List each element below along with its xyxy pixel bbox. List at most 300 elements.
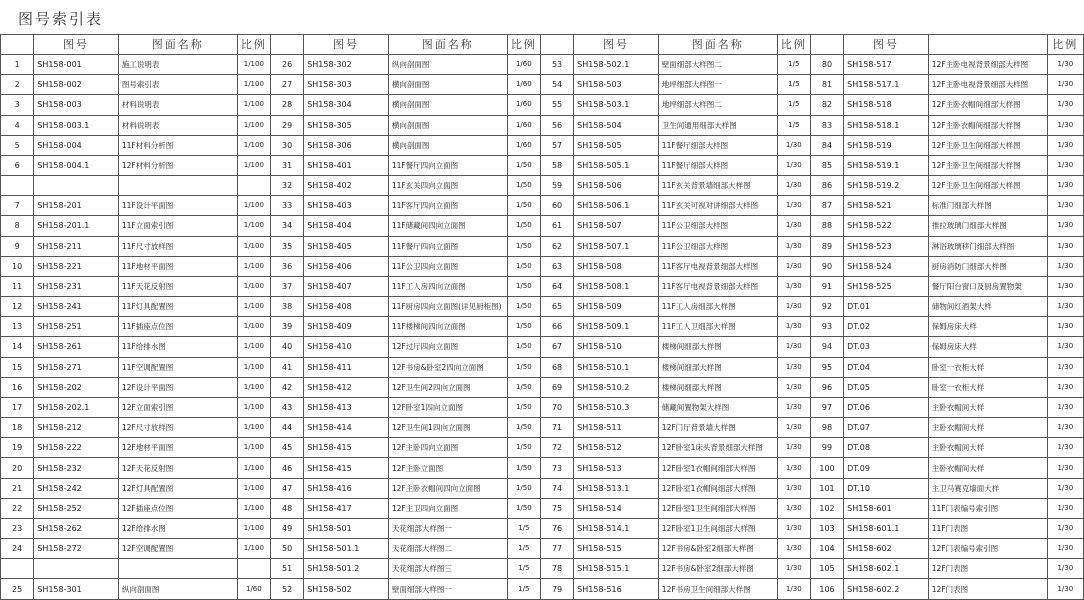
- drawing-code: DT.05: [844, 377, 929, 397]
- drawing-scale: 1/5: [777, 95, 810, 115]
- drawing-name: 11F设计平面图: [118, 196, 237, 216]
- drawing-code: SH158-521: [844, 196, 929, 216]
- row-number: 40: [270, 337, 303, 357]
- drawing-code: SH158-415: [304, 438, 389, 458]
- drawing-scale: 1/100: [237, 55, 270, 75]
- drawing-code: SH158-510.3: [574, 397, 659, 417]
- row-number: 56: [540, 115, 573, 135]
- drawing-code: SH158-518.1: [844, 115, 929, 135]
- drawing-name: 施工说明表: [118, 55, 237, 75]
- drawing-code: SH158-002: [34, 75, 119, 95]
- drawing-code: SH158-601: [844, 498, 929, 518]
- drawing-name: 11F工人房四向立面图: [388, 276, 507, 296]
- row-number: 2: [1, 75, 34, 95]
- row-number: 86: [810, 176, 843, 196]
- drawing-name: 12F主卧立面图: [388, 458, 507, 478]
- drawing-code: SH158-522: [844, 216, 929, 236]
- drawing-code: SH158-406: [304, 256, 389, 276]
- drawing-scale: 1/30: [1047, 518, 1083, 538]
- drawing-scale: 1/30: [777, 236, 810, 256]
- row-number: 66: [540, 317, 573, 337]
- drawing-name: 11F玄关背景墙细部大样图: [658, 176, 777, 196]
- drawing-scale: 1/30: [1047, 236, 1083, 256]
- drawing-scale: 1/30: [777, 397, 810, 417]
- drawing-code: SH158-514: [574, 498, 659, 518]
- drawing-scale: 1/30: [1047, 176, 1083, 196]
- row-number: 51: [270, 559, 303, 579]
- row-number: 96: [810, 377, 843, 397]
- row-number: 76: [540, 518, 573, 538]
- drawing-code: SH158-004: [34, 135, 119, 155]
- drawing-scale: 1/5: [777, 115, 810, 135]
- drawing-name: 卧室一衣柜大样: [928, 377, 1047, 397]
- table-row: [1, 256, 1084, 276]
- drawing-code: SH158-405: [304, 236, 389, 256]
- drawing-code: SH158-601.1: [844, 518, 929, 538]
- drawing-code: SH158-408: [304, 297, 389, 317]
- table-row: [1, 276, 1084, 296]
- header-drawing-name: 图面名称: [118, 35, 237, 55]
- drawing-name: 11F灯具配置图: [118, 297, 237, 317]
- drawing-code: SH158-407: [304, 276, 389, 296]
- header-no: [540, 35, 573, 55]
- drawing-code: SH158-501.2: [304, 559, 389, 579]
- header-code: 图号: [304, 35, 389, 55]
- row-number: 3: [1, 95, 34, 115]
- drawing-name: 12F卧室1衣帽间细部大样图: [658, 478, 777, 498]
- drawing-code: DT.03: [844, 337, 929, 357]
- drawing-scale: 1/100: [237, 377, 270, 397]
- drawing-scale: 1/100: [237, 478, 270, 498]
- drawing-name: 12F卧室1四向立面图: [388, 397, 507, 417]
- drawing-name: 11F公卫细部大样图: [658, 216, 777, 236]
- drawing-code: SH158-506.1: [574, 196, 659, 216]
- table-row: [1, 357, 1084, 377]
- drawing-code: SH158-303: [304, 75, 389, 95]
- row-number: 52: [270, 579, 303, 600]
- drawing-scale: 1/100: [237, 337, 270, 357]
- drawing-scale: 1/100: [237, 155, 270, 175]
- row-number: 11: [1, 276, 34, 296]
- drawing-scale: 1/60: [507, 115, 540, 135]
- row-number: 71: [540, 418, 573, 438]
- row-number: [1, 559, 34, 579]
- drawing-index-table: [0, 34, 1084, 600]
- drawing-code: SH158-003: [34, 95, 119, 115]
- drawing-name: 推拉玻璃门细部大样图: [928, 216, 1047, 236]
- drawing-code: SH158-509.1: [574, 317, 659, 337]
- drawing-scale: 1/30: [777, 458, 810, 478]
- row-number: 13: [1, 317, 34, 337]
- row-number: 78: [540, 559, 573, 579]
- drawing-name: 标准门细部大样图: [928, 196, 1047, 216]
- drawing-name: 11F楼梯间四向立面图: [388, 317, 507, 337]
- drawing-code: DT.10: [844, 478, 929, 498]
- drawing-scale: 1/30: [1047, 55, 1083, 75]
- row-number: 106: [810, 579, 843, 600]
- row-number: 15: [1, 357, 34, 377]
- row-number: 62: [540, 236, 573, 256]
- row-number: 105: [810, 559, 843, 579]
- drawing-name: 12F立面索引图: [118, 397, 237, 417]
- row-number: 10: [1, 256, 34, 276]
- drawing-scale: 1/30: [1047, 297, 1083, 317]
- drawing-scale: 1/50: [507, 236, 540, 256]
- header-code: 图号: [34, 35, 119, 55]
- drawing-code: SH158-523: [844, 236, 929, 256]
- row-number: 93: [810, 317, 843, 337]
- drawing-name: 储物间红酒架大样: [928, 297, 1047, 317]
- drawing-code: SH158-509: [574, 297, 659, 317]
- drawing-scale: 1/30: [777, 256, 810, 276]
- table-row: [1, 458, 1084, 478]
- row-number: 85: [810, 155, 843, 175]
- row-number: 4: [1, 115, 34, 135]
- drawing-scale: 1/30: [1047, 196, 1083, 216]
- drawing-scale: 1/30: [777, 196, 810, 216]
- row-number: 59: [540, 176, 573, 196]
- drawing-name: 12F书房&卧室2四向立面图: [388, 357, 507, 377]
- row-number: 92: [810, 297, 843, 317]
- drawing-code: SH158-202: [34, 377, 119, 397]
- drawing-name: 12F书房卫生间细部大样图: [658, 579, 777, 600]
- drawing-code: SH158-251: [34, 317, 119, 337]
- drawing-name: 主卧衣帽间大样: [928, 458, 1047, 478]
- drawing-code: SH158-221: [34, 256, 119, 276]
- drawing-code: SH158-508.1: [574, 276, 659, 296]
- drawing-code: SH158-502.1: [574, 55, 659, 75]
- drawing-scale: 1/30: [1047, 317, 1083, 337]
- drawing-code: SH158-252: [34, 498, 119, 518]
- drawing-scale: 1/30: [1047, 418, 1083, 438]
- drawing-scale: 1/100: [237, 397, 270, 417]
- drawing-code: [34, 176, 119, 196]
- drawing-scale: 1/5: [777, 75, 810, 95]
- table-row: [1, 539, 1084, 559]
- drawing-name: 地坪细部大样图二: [658, 95, 777, 115]
- drawing-name: 壁面细部大样图二: [658, 55, 777, 75]
- drawing-name: 11F餐厅细部大样图: [658, 155, 777, 175]
- drawing-code: SH158-242: [34, 478, 119, 498]
- drawing-name: 横向剖面图: [388, 115, 507, 135]
- row-number: 94: [810, 337, 843, 357]
- drawing-code: SH158-261: [34, 337, 119, 357]
- drawing-code: SH158-507: [574, 216, 659, 236]
- drawing-scale: 1/30: [777, 276, 810, 296]
- row-number: 77: [540, 539, 573, 559]
- header-no: [1, 35, 34, 55]
- drawing-code: SH158-241: [34, 297, 119, 317]
- row-number: 16: [1, 377, 34, 397]
- drawing-scale: 1/50: [507, 418, 540, 438]
- drawing-scale: 1/5: [507, 539, 540, 559]
- drawing-name: 天花细部大样图一: [388, 518, 507, 538]
- drawing-name: 12F主卧四向立面图: [388, 438, 507, 458]
- drawing-code: SH158-417: [304, 498, 389, 518]
- drawing-name: 淋浴玻璃移门细部大样图: [928, 236, 1047, 256]
- drawing-code: SH158-524: [844, 256, 929, 276]
- drawing-name: 12F主卧卫生间细部大样图: [928, 176, 1047, 196]
- row-number: 21: [1, 478, 34, 498]
- drawing-code: SH158-304: [304, 95, 389, 115]
- drawing-scale: 1/5: [507, 559, 540, 579]
- table-row: [1, 377, 1084, 397]
- drawing-code: SH158-201.1: [34, 216, 119, 236]
- drawing-name: 12F主卧电视背景细部大样图: [928, 75, 1047, 95]
- row-number: 102: [810, 498, 843, 518]
- drawing-code: DT.01: [844, 297, 929, 317]
- table-row: [1, 135, 1084, 155]
- drawing-name: 11F插座点位图: [118, 317, 237, 337]
- drawing-name: 纵向剖面图: [388, 55, 507, 75]
- drawing-scale: 1/50: [507, 478, 540, 498]
- drawing-name: 材料说明表: [118, 95, 237, 115]
- drawing-code: SH158-505: [574, 135, 659, 155]
- drawing-name: 厨房消防门细部大样图: [928, 256, 1047, 276]
- drawing-scale: 1/50: [507, 317, 540, 337]
- drawing-scale: 1/30: [1047, 115, 1083, 135]
- row-number: 88: [810, 216, 843, 236]
- drawing-scale: 1/30: [1047, 337, 1083, 357]
- table-row: [1, 559, 1084, 579]
- drawing-code: SH158-413: [304, 397, 389, 417]
- drawing-scale: 1/60: [507, 135, 540, 155]
- drawing-scale: 1/50: [507, 155, 540, 175]
- drawing-name: 12F灯具配置图: [118, 478, 237, 498]
- drawing-name: 12F材料分析图: [118, 155, 237, 175]
- drawing-code: [34, 559, 119, 579]
- drawing-scale: 1/30: [1047, 95, 1083, 115]
- header-scale: 比例: [237, 35, 270, 55]
- drawing-scale: 1/50: [507, 337, 540, 357]
- drawing-name: 储藏间置物架大样图: [658, 397, 777, 417]
- drawing-name: 材料说明表: [118, 115, 237, 135]
- drawing-scale: 1/30: [777, 518, 810, 538]
- row-number: 72: [540, 438, 573, 458]
- drawing-scale: 1/30: [1047, 256, 1083, 276]
- drawing-code: SH158-510.2: [574, 377, 659, 397]
- drawing-code: SH158-416: [304, 478, 389, 498]
- drawing-scale: 1/100: [237, 498, 270, 518]
- drawing-scale: 1/50: [507, 176, 540, 196]
- drawing-code: SH158-513.1: [574, 478, 659, 498]
- row-number: 67: [540, 337, 573, 357]
- row-number: 28: [270, 95, 303, 115]
- drawing-code: SH158-511: [574, 418, 659, 438]
- row-number: 82: [810, 95, 843, 115]
- drawing-scale: 1/100: [237, 256, 270, 276]
- drawing-code: DT.06: [844, 397, 929, 417]
- drawing-scale: 1/100: [237, 216, 270, 236]
- drawing-name: 12F主卧衣帽间细部大样图: [928, 115, 1047, 135]
- drawing-name: 11F天花反射图: [118, 276, 237, 296]
- drawing-code: SH158-401: [304, 155, 389, 175]
- row-number: 83: [810, 115, 843, 135]
- row-number: 87: [810, 196, 843, 216]
- row-number: 58: [540, 155, 573, 175]
- drawing-scale: 1/30: [1047, 397, 1083, 417]
- drawing-code: SH158-518: [844, 95, 929, 115]
- row-number: 45: [270, 438, 303, 458]
- header-drawing-name: 图面名称: [388, 35, 507, 55]
- drawing-code: SH158-404: [304, 216, 389, 236]
- drawing-scale: 1/30: [1047, 357, 1083, 377]
- drawing-code: SH158-525: [844, 276, 929, 296]
- row-number: 54: [540, 75, 573, 95]
- drawing-scale: 1/100: [237, 276, 270, 296]
- table-row: [1, 498, 1084, 518]
- drawing-code: SH158-602.1: [844, 559, 929, 579]
- drawing-code: SH158-506: [574, 176, 659, 196]
- row-number: 19: [1, 438, 34, 458]
- row-number: 38: [270, 297, 303, 317]
- drawing-code: SH158-231: [34, 276, 119, 296]
- drawing-name: 12F书房&卧室2细部大样图: [658, 539, 777, 559]
- drawing-name: [118, 176, 237, 196]
- drawing-scale: 1/50: [507, 216, 540, 236]
- drawing-name: 保姆房床大样: [928, 317, 1047, 337]
- drawing-scale: 1/50: [507, 196, 540, 216]
- drawing-name: 横向剖面图: [388, 75, 507, 95]
- drawing-name: 11F门表编号索引图: [928, 498, 1047, 518]
- table-row: [1, 55, 1084, 75]
- header-code: 图号: [574, 35, 659, 55]
- drawing-code: SH158-513: [574, 458, 659, 478]
- drawing-scale: 1/30: [777, 579, 810, 600]
- drawing-name: 11F玄关四向立面图: [388, 176, 507, 196]
- drawing-code: SH158-409: [304, 317, 389, 337]
- drawing-scale: 1/100: [237, 458, 270, 478]
- drawing-scale: 1/30: [1047, 559, 1083, 579]
- drawing-name: 卫生间通用细部大样图: [658, 115, 777, 135]
- drawing-name: 11F餐厅四向立面图: [388, 236, 507, 256]
- drawing-name: 11F客厅电视背景细部大样图: [658, 256, 777, 276]
- row-number: 36: [270, 256, 303, 276]
- row-number: 24: [1, 539, 34, 559]
- header-no: [810, 35, 843, 55]
- drawing-scale: 1/100: [237, 317, 270, 337]
- drawing-name: 12F主卧衣帽间细部大样图: [928, 95, 1047, 115]
- row-number: 27: [270, 75, 303, 95]
- drawing-code: SH158-502: [304, 579, 389, 600]
- drawing-code: SH158-201: [34, 196, 119, 216]
- drawing-code: SH158-517.1: [844, 75, 929, 95]
- drawing-name: 12F卫生间2四向立面图: [388, 377, 507, 397]
- drawing-code: SH158-519: [844, 135, 929, 155]
- drawing-code: SH158-305: [304, 115, 389, 135]
- drawing-code: DT.09: [844, 458, 929, 478]
- drawing-code: SH158-503.1: [574, 95, 659, 115]
- row-number: 42: [270, 377, 303, 397]
- drawing-scale: 1/100: [237, 196, 270, 216]
- row-number: 20: [1, 458, 34, 478]
- table-row: [1, 236, 1084, 256]
- drawing-scale: 1/100: [237, 518, 270, 538]
- drawing-code: SH158-508: [574, 256, 659, 276]
- header-no: [270, 35, 303, 55]
- drawing-name: 12F空调配置图: [118, 539, 237, 559]
- drawing-name: 12F主卫四向立面图: [388, 498, 507, 518]
- drawing-name: 主卧衣帽间大样: [928, 438, 1047, 458]
- drawing-scale: [237, 176, 270, 196]
- drawing-name: 12F主卧衣帽间四向立面图: [388, 478, 507, 498]
- row-number: 39: [270, 317, 303, 337]
- row-number: 31: [270, 155, 303, 175]
- row-number: 89: [810, 236, 843, 256]
- row-number: 18: [1, 418, 34, 438]
- row-number: 74: [540, 478, 573, 498]
- row-number: 69: [540, 377, 573, 397]
- drawing-code: SH158-212: [34, 418, 119, 438]
- table-row: [1, 196, 1084, 216]
- drawing-scale: 1/5: [507, 579, 540, 600]
- drawing-name: 天花细部大样图二: [388, 539, 507, 559]
- row-number: 30: [270, 135, 303, 155]
- drawing-code: SH158-202.1: [34, 397, 119, 417]
- drawing-scale: 1/60: [237, 579, 270, 600]
- drawing-scale: 1/5: [507, 518, 540, 538]
- row-number: 37: [270, 276, 303, 296]
- row-number: 84: [810, 135, 843, 155]
- table-row: [1, 115, 1084, 135]
- drawing-code: SH158-271: [34, 357, 119, 377]
- drawing-name: 11F厨房四向立面图(详见厨柜图): [388, 297, 507, 317]
- drawing-scale: 1/30: [777, 135, 810, 155]
- drawing-scale: 1/30: [777, 498, 810, 518]
- header-scale: 比例: [507, 35, 540, 55]
- drawing-code: SH158-515.1: [574, 559, 659, 579]
- drawing-name: 11F储藏间四向立面图: [388, 216, 507, 236]
- row-number: 81: [810, 75, 843, 95]
- row-number: 104: [810, 539, 843, 559]
- row-number: 47: [270, 478, 303, 498]
- drawing-scale: 1/30: [777, 438, 810, 458]
- row-number: 6: [1, 155, 34, 175]
- drawing-name: 天花细部大样图三: [388, 559, 507, 579]
- drawing-name: 11F客厅四向立面图: [388, 196, 507, 216]
- drawing-code: SH158-519.2: [844, 176, 929, 196]
- row-number: 29: [270, 115, 303, 135]
- drawing-code: SH158-507.1: [574, 236, 659, 256]
- drawing-name: 地坪细部大样图一: [658, 75, 777, 95]
- row-number: 99: [810, 438, 843, 458]
- drawing-name: 11F地材平面图: [118, 256, 237, 276]
- table-row: [1, 418, 1084, 438]
- drawing-name: 12F地材平面图: [118, 438, 237, 458]
- drawing-name: 11F玄关可视对讲细部大样图: [658, 196, 777, 216]
- drawing-name: 11F材料分析图: [118, 135, 237, 155]
- drawing-name: 主卧衣帽间大样: [928, 418, 1047, 438]
- drawing-name: 横向剖面图: [388, 135, 507, 155]
- drawing-scale: 1/50: [507, 276, 540, 296]
- drawing-name: 11F客厅电视背景细部大样图: [658, 276, 777, 296]
- drawing-code: SH158-272: [34, 539, 119, 559]
- drawing-name: 12F卧室1床头背景细部大样图: [658, 438, 777, 458]
- row-number: 55: [540, 95, 573, 115]
- drawing-scale: 1/100: [237, 236, 270, 256]
- row-number: 17: [1, 397, 34, 417]
- drawing-name: 12F主卧卫生间细部大样图: [928, 135, 1047, 155]
- drawing-name: 11F工人房细部大样图: [658, 297, 777, 317]
- drawing-scale: 1/100: [237, 297, 270, 317]
- drawing-code: SH158-510: [574, 337, 659, 357]
- table-row: [1, 95, 1084, 115]
- drawing-scale: 1/30: [1047, 155, 1083, 175]
- drawing-scale: 1/60: [507, 55, 540, 75]
- row-number: 75: [540, 498, 573, 518]
- page-title: 图号索引表: [18, 10, 104, 28]
- drawing-code: SH158-232: [34, 458, 119, 478]
